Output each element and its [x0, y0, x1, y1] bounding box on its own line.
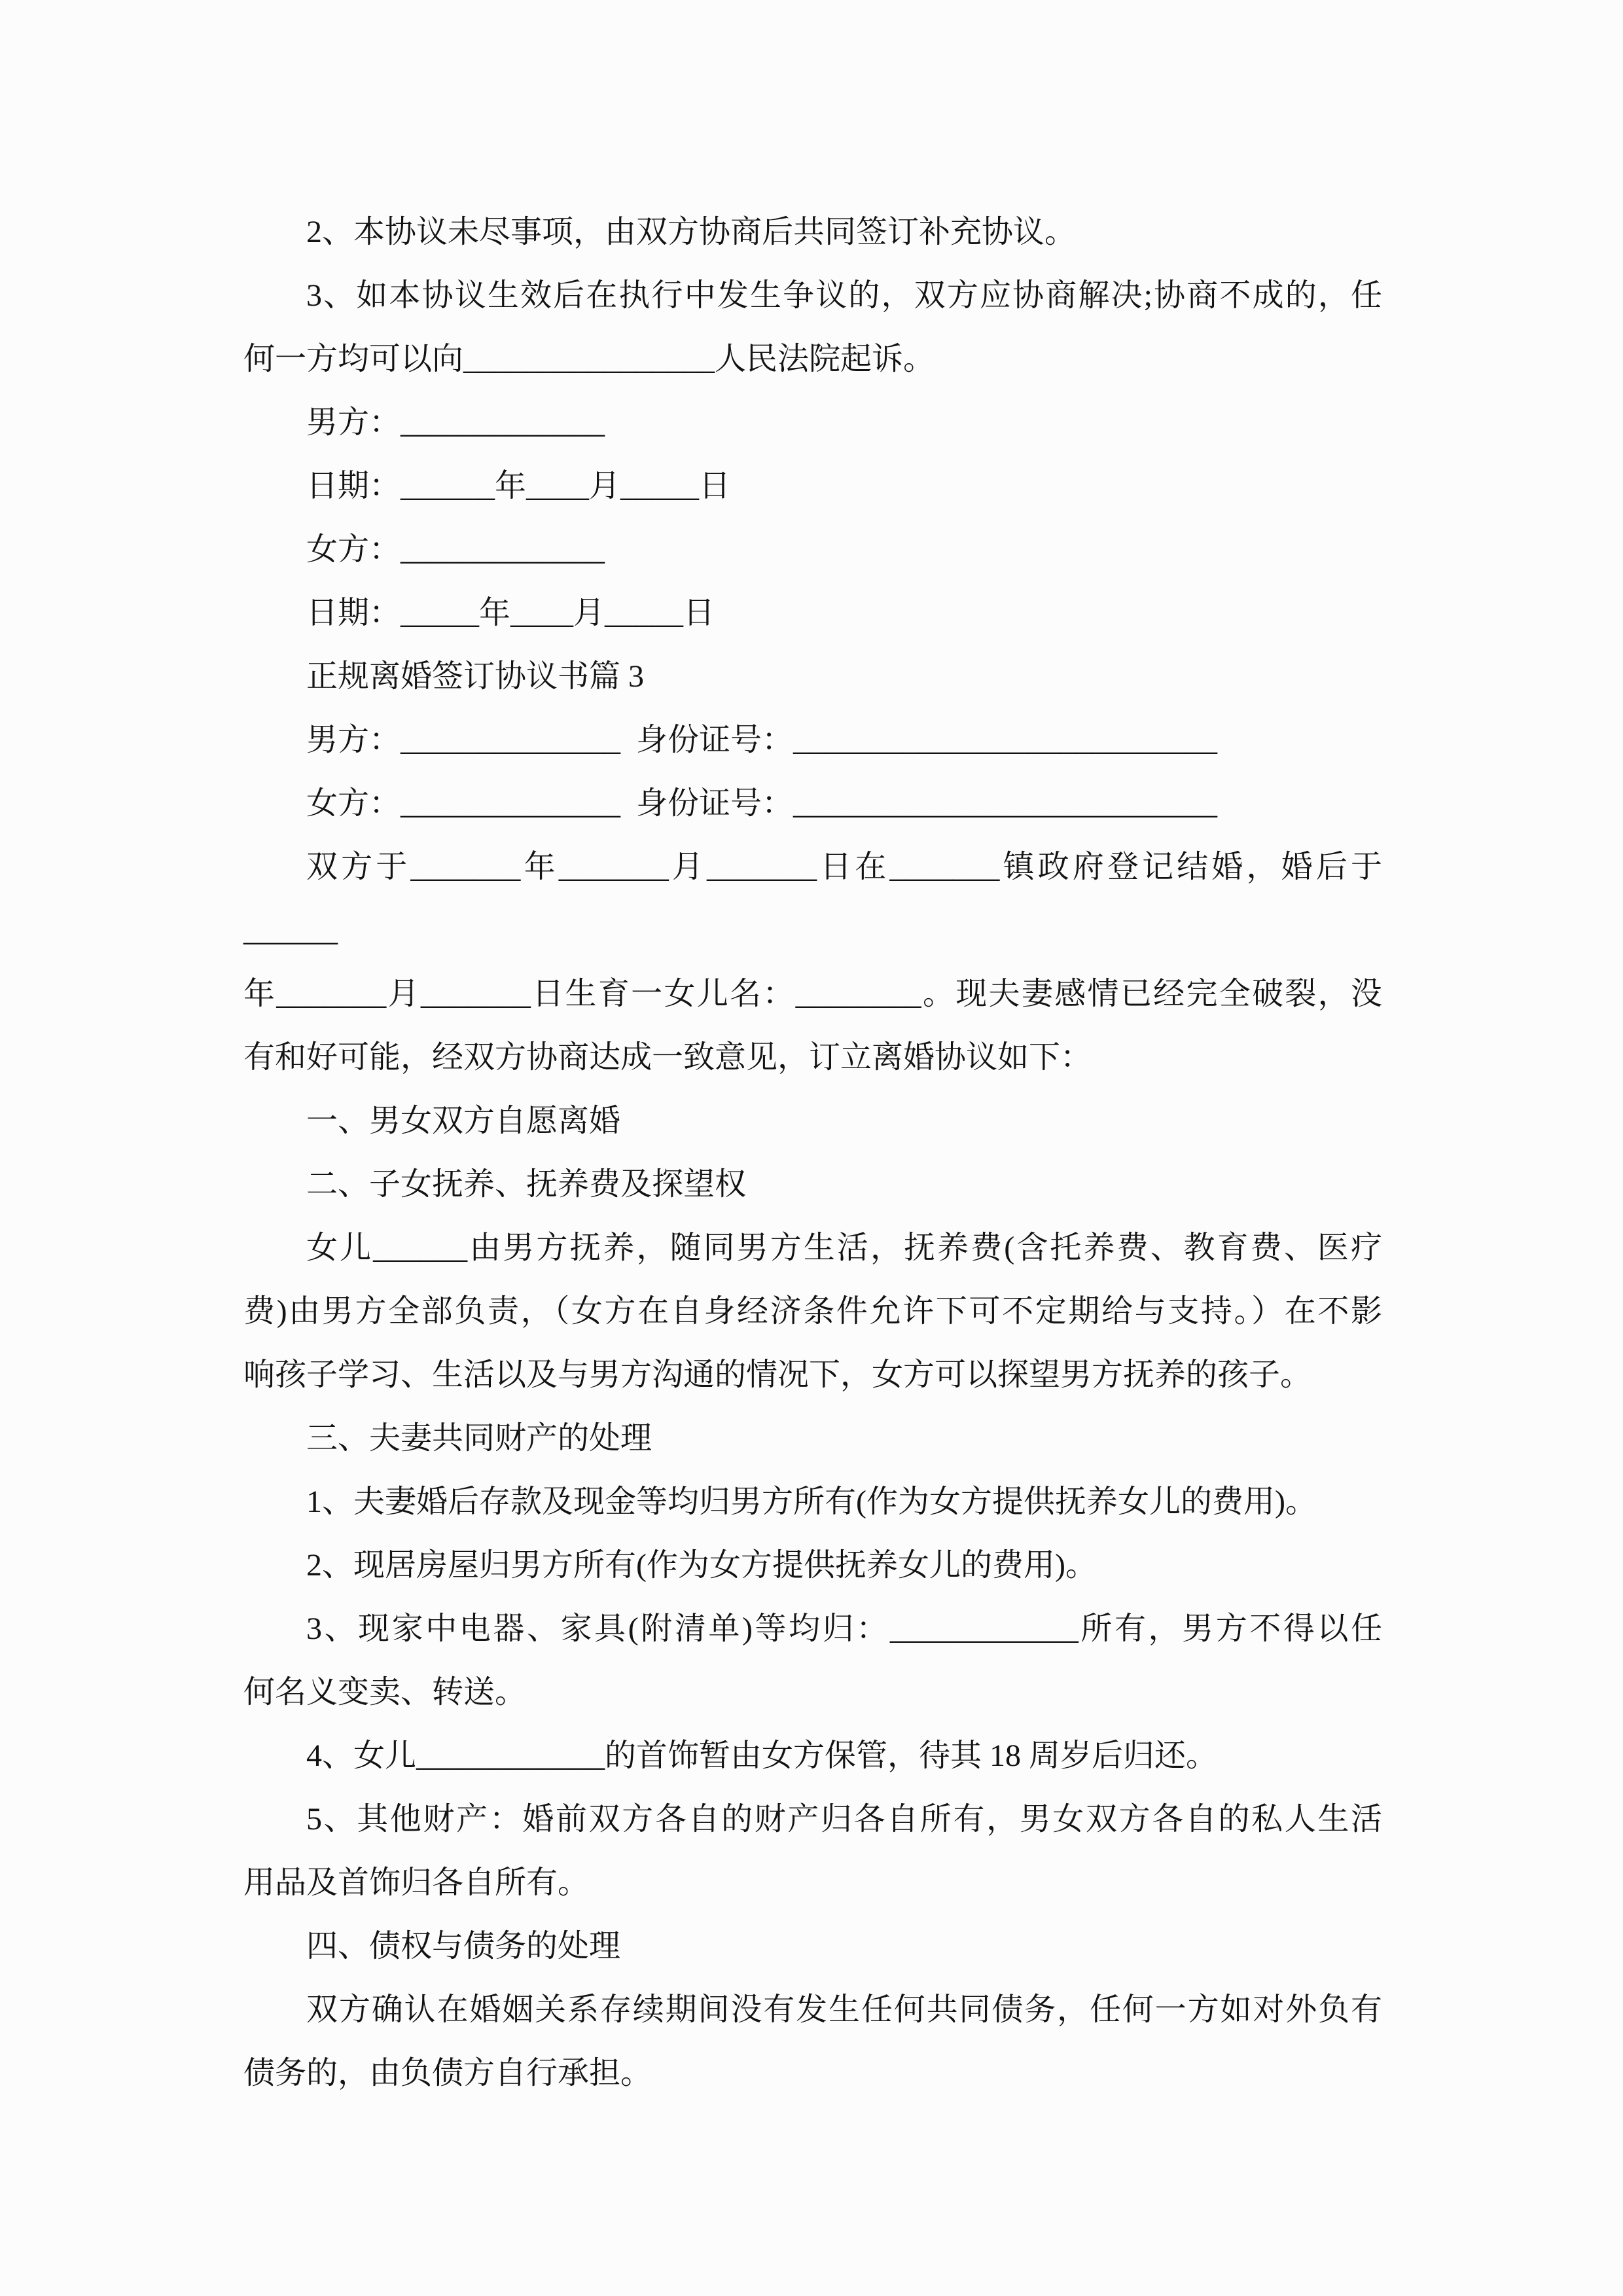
document-line: 二、子女抚养、抚养费及探望权: [306, 1167, 747, 1202]
document-line: 一、男女双方自愿离婚: [306, 1103, 621, 1138]
document-line: 5、其他财产：婚前双方各自的财产归各自所有，男女双方各自的私人生活: [306, 1802, 1382, 1837]
document-line: 四、债权与债务的处理: [306, 1929, 621, 1964]
document-line: 4、女儿____________的首饰暂由女方保管，待其 18 周岁后归还。: [306, 1738, 1218, 1773]
document-line: 男方：______________ 身份证号：___________________________: [306, 723, 1218, 757]
document-line: 女儿______由男方抚养，随同男方生活，抚养费(含托养费、教育费、医疗: [306, 1230, 1382, 1265]
document-line: 日期：______年____月_____日: [306, 469, 731, 503]
document-line: 用品及首饰归各自所有。: [243, 1865, 590, 1900]
document-line: 2、现居房屋归男方所有(作为女方提供抚养女儿的费用)。: [306, 1548, 1097, 1583]
document-line: 双方于_______年_______月_______日在_______镇政府登记结婚，婚后于______: [243, 850, 1382, 948]
document-line: 1、夫妻婚后存款及现金等均归男方所有(作为女方提供抚养女儿的费用)。: [306, 1484, 1317, 1519]
document-line: 何一方均可以向________________人民法院起诉。: [243, 342, 935, 376]
document-line: 女方：_____________: [306, 532, 605, 567]
document-line: 三、夫妻共同财产的处理: [306, 1421, 652, 1456]
document-line: 日期：_____年____月_____日: [306, 596, 715, 630]
document-body: [243, 200, 1382, 2105]
document-line: 正规离婚签订协议书篇 3: [306, 659, 645, 694]
document-line: 年_______月_______日生育一女儿名：________。现夫妻感情已经完全破裂，没: [243, 977, 1382, 1011]
document-line: 有和好可能，经双方协商达成一致意见，订立离婚协议如下：: [243, 1040, 1092, 1075]
document-line: 何名义变卖、转送。: [243, 1675, 527, 1710]
document-line: 费)由男方全部负责，（女方在自身经济条件允许下可不定期给与支持。）在不影: [243, 1294, 1382, 1329]
document-line: 3、现家中电器、家具(附清单)等均归：____________所有，男方不得以任: [306, 1611, 1382, 1646]
document-line: 3、如本协议生效后在执行中发生争议的，双方应协商解决;协商不成的，任: [306, 278, 1382, 313]
document-line: 女方：______________ 身份证号：___________________________: [306, 786, 1218, 821]
document-line: 响孩子学习、生活以及与男方沟通的情况下，女方可以探望男方抚养的孩子。: [243, 1357, 1312, 1392]
document-line: 男方：_____________: [306, 405, 605, 440]
document-line: 债务的，由负债方自行承担。: [243, 2056, 652, 2090]
document-line: 2、本协议未尽事项，由双方协商后共同签订补充协议。: [306, 215, 1077, 249]
document-line: 双方确认在婚姻关系存续期间没有发生任何共同债务，任何一方如对外负有: [306, 1992, 1382, 2027]
